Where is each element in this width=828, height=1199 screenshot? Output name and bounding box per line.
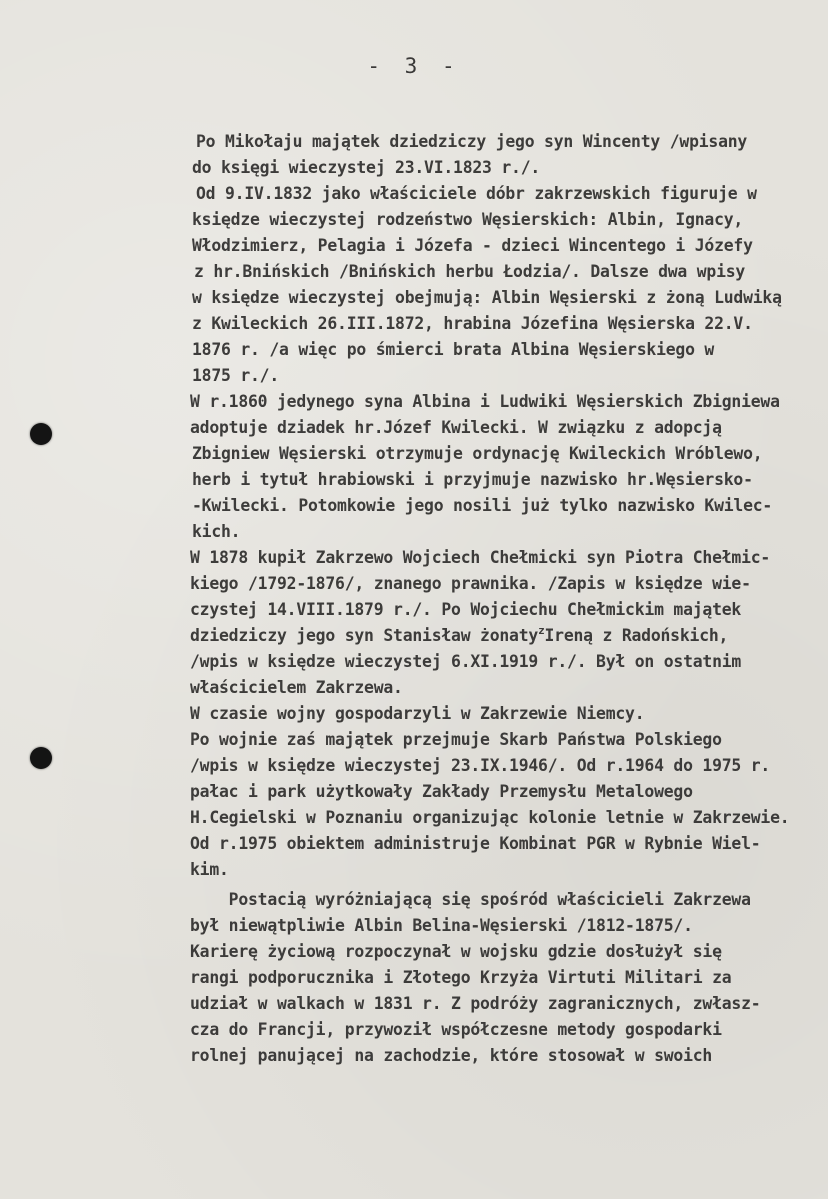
text-line: właścicielem Zakrzewa. — [190, 678, 403, 697]
text-line: dziedziczy jego syn Stanisław żonaty$^z$Ireną z Radońskich, — [190, 624, 729, 645]
punch-hole-bottom — [30, 747, 52, 769]
text-line: pałac i park użytkowały Zakłady Przemysłu Metalowego — [190, 782, 693, 801]
page-number: - 3 - — [367, 54, 461, 78]
text-line: -Kwilecki. Potomkowie jego nosili już tylko nazwisko Kwilec- — [192, 496, 773, 515]
text-line: W r.1860 jedynego syna Albina i Ludwiki Węsierskich Zbigniewa — [190, 392, 780, 411]
text-line: udział w walkach w 1831 r. Z podróży zagranicznych, zwłasz- — [190, 994, 761, 1013]
text-line: H.Cegielski w Poznaniu organizując kolonie letnie w Zakrzewie. — [190, 808, 790, 827]
text-line: Karierę życiową rozpoczynał w wojsku gdzie dosłużył się — [190, 942, 722, 961]
text-line: adoptuje dziadek hr.Józef Kwilecki. W związku z adopcją — [190, 418, 722, 437]
text-line: w księdze wieczystej obejmują: Albin Węsierski z żoną Ludwiką — [192, 288, 782, 307]
text-line: cza do Francji, przywoził współczesne metody gospodarki — [190, 1020, 722, 1039]
text-line: /wpis w księdze wieczystej 23.IX.1946/. Od r.1964 do 1975 r. — [190, 756, 771, 775]
text-line: herb i tytuł hrabiowski i przyjmuje nazwisko hr.Węsiersko- — [192, 470, 753, 489]
text-line: Od r.1975 obiektem administruje Kombinat PGR w Rybnie Wiel- — [190, 834, 761, 853]
text-line: kim. — [190, 860, 229, 879]
text-line: Postacią wyróżniającą się spośród właścicieli Zakrzewa — [190, 890, 751, 909]
text-line: 1876 r. /a więc po śmierci brata Albina Węsierskiego w — [192, 340, 715, 359]
text-line: czystej 14.VIII.1879 r./. Po Wojciechu Chełmickim majątek — [190, 600, 742, 619]
text-line: /wpis w księdze wieczystej 6.XI.1919 r./. Był on ostatnim — [190, 652, 742, 671]
text-line: księdze wieczystej rodzeństwo Węsierskich: Albin, Ignacy, — [192, 210, 744, 229]
text-line: z hr.Bnińskich /Bnińskich herbu Łodzia/. Dalsze dwa wpisy — [194, 262, 746, 281]
text-line: Zbigniew Węsierski otrzymuje ordynację Kwileckich Wróblewo, — [192, 444, 763, 463]
text-line: rangi podporucznika i Złotego Krzyża Virtuti Militari za — [190, 968, 732, 987]
text-line: z Kwileckich 26.III.1872, hrabina Józefina Węsierska 22.V. — [192, 314, 753, 333]
text-line: W czasie wojny gospodarzyli w Zakrzewie Niemcy. — [190, 704, 645, 723]
text-line: rolnej panującej na zachodzie, które stosował w swoich — [190, 1046, 713, 1065]
text-line: Włodzimierz, Pelagia i Józefa - dzieci Wincentego i Józefy — [192, 236, 753, 255]
text-line: Po Mikołaju majątek dziedziczy jego syn Wincenty /wpisany — [196, 132, 748, 151]
text-line: W 1878 kupił Zakrzewo Wojciech Chełmicki syn Piotra Chełmic- — [190, 548, 771, 567]
text-line: kiego /1792-1876/, znanego prawnika. /Zapis w księdze wie- — [190, 574, 751, 593]
text-line: był niewątpliwie Albin Belina-Węsierski /1812-1875/. — [190, 916, 693, 935]
superscript-insert: z — [538, 624, 545, 637]
text-line: do księgi wieczystej 23.VI.1823 r./. — [192, 158, 541, 177]
text-line: Od 9.IV.1832 jako właściciele dóbr zakrzewskich figuruje w — [196, 184, 757, 203]
text-line: 1875 r./. — [192, 366, 280, 385]
text-line: kich. — [192, 522, 241, 541]
text-line: Po wojnie zaś majątek przejmuje Skarb Państwa Polskiego — [190, 730, 722, 749]
punch-hole-top — [30, 423, 52, 445]
